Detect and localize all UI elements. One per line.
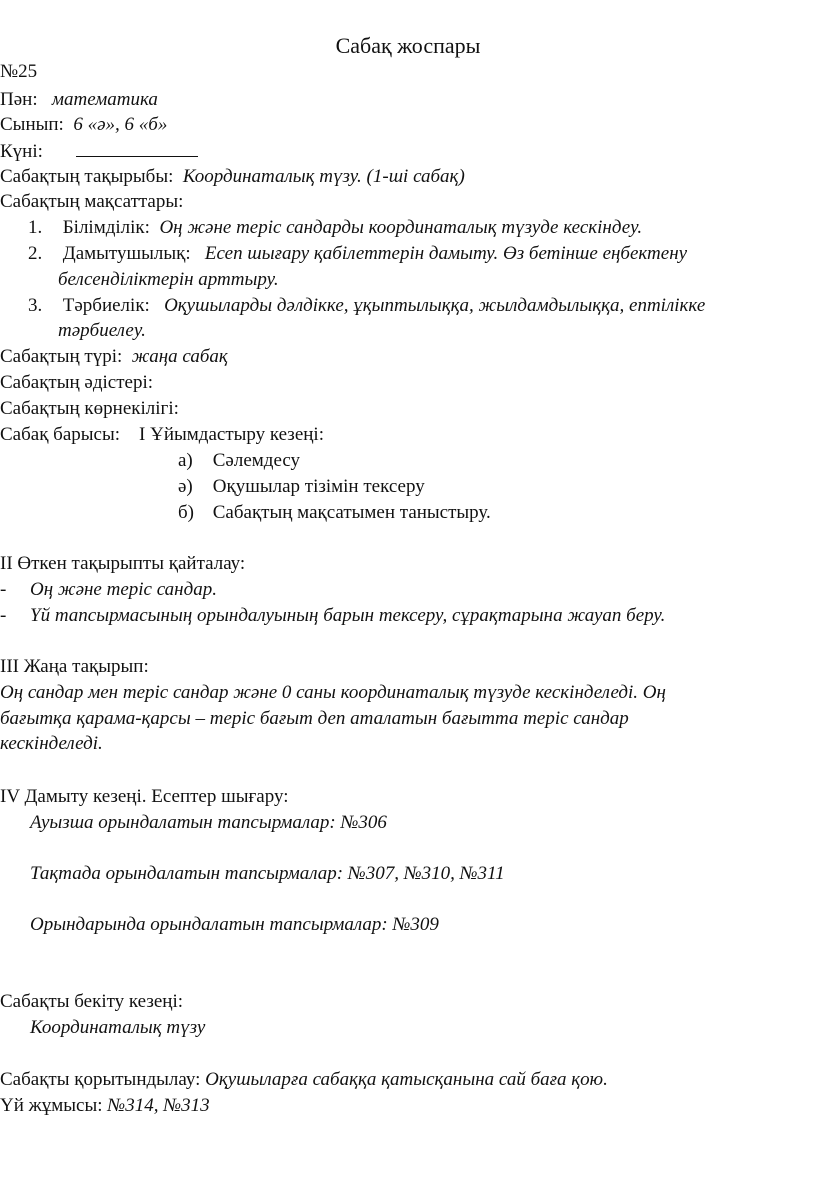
methods-row: Сабақтың әдістері: xyxy=(0,372,154,393)
consolidation-text: Координаталық түзу xyxy=(30,1017,206,1038)
topic-value: Координаталық түзу. (1-ші сабақ) xyxy=(182,166,465,187)
goal-label: Тәрбиелік: xyxy=(62,295,150,316)
dash-bullet: - xyxy=(0,579,7,600)
goal-item-2 xyxy=(28,242,687,266)
goal-text: Оң және теріс сандарды координаталық түзуде кескіндеу. xyxy=(159,217,643,238)
day-label: Күні: xyxy=(0,141,43,162)
homework-row xyxy=(0,1094,210,1118)
day-blank-line xyxy=(76,139,198,157)
development-board: Тақтада орындалатын тапсырмалар: №307, №310, №311 xyxy=(30,863,505,884)
goal-number: 3. xyxy=(28,295,43,316)
goals-heading: Сабақтың мақсаттары: xyxy=(0,191,184,212)
page-title: Сабақ жоспары xyxy=(335,33,481,58)
lesson-type-label: Сабақтың түрі: xyxy=(0,346,123,367)
topic-label: Сабақтың тақырыбы: xyxy=(0,166,174,187)
development-heading: IV Дамыту кезеңі. Есептер шығару: xyxy=(0,786,289,807)
development-oral: Ауызша орындалатын тапсырмалар: №306 xyxy=(30,812,387,833)
process-row xyxy=(0,423,324,447)
goal-label: Дамытушылық: xyxy=(62,243,191,264)
homework-value: №314, №313 xyxy=(107,1095,210,1116)
goal-text-continued: белсенділіктерін арттыру. xyxy=(58,269,279,290)
consolidation-heading: Сабақты бекіту кезеңі: xyxy=(0,991,184,1012)
subject-value: математика xyxy=(51,89,158,110)
goal-text: Оқушыларды дәлдікке, ұқыптылыққа, жылдамдылыққа, ептілікке xyxy=(164,295,706,316)
substep-mark: б) xyxy=(178,502,194,523)
day-row xyxy=(0,139,198,164)
process-label: Сабақ барысы: xyxy=(0,424,121,445)
substep-mark: ә) xyxy=(178,476,193,497)
substep-b xyxy=(178,501,491,525)
review-item xyxy=(0,578,217,602)
review-item-text: Оң және теріс сандар. xyxy=(30,579,217,600)
summary-label: Сабақты қорытындылау: xyxy=(0,1069,201,1090)
substep-text: Сабақтың мақсатымен таныстыру. xyxy=(212,502,491,523)
summary-value: Оқушыларға сабаққа қатысқанына сай баға қою. xyxy=(205,1069,608,1090)
topic-row xyxy=(0,165,465,189)
new-topic-line-1: Оң сандар мен теріс сандар және 0 саны координаталық түзуде кескінделеді. Оң xyxy=(0,682,666,703)
subject-row xyxy=(0,88,158,112)
substep-text: Оқушылар тізімін тексеру xyxy=(212,476,425,497)
new-topic-line-3: кескінделеді. xyxy=(0,733,103,754)
goal-number: 1. xyxy=(28,217,43,238)
goal-text: Есеп шығару қабілеттерін дамыту. Өз бетінше еңбектену xyxy=(204,243,688,264)
summary-row xyxy=(0,1068,608,1092)
subject-label: Пән: xyxy=(0,89,38,110)
review-item-text: Үй тапсырмасының орындалуының барын тексеру, сұрақтарына жауап беру. xyxy=(30,605,666,626)
process-stage-1: I Ұйымдастыру кезеңі: xyxy=(139,424,324,445)
goal-item-1 xyxy=(28,216,642,240)
visuals-row: Сабақтың көрнекілігі: xyxy=(0,398,179,419)
substep-ae xyxy=(178,475,425,499)
grade-row xyxy=(0,113,167,137)
lesson-type-row xyxy=(0,345,228,369)
substep-mark: а) xyxy=(178,450,193,471)
grade-label: Сынып: xyxy=(0,114,64,135)
goal-text-continued: тәрбиелеу. xyxy=(58,320,146,341)
homework-label: Үй жұмысы: xyxy=(0,1095,103,1116)
grade-value: 6 «ә», 6 «б» xyxy=(73,114,168,135)
new-topic-line-2: бағытқа қарама-қарсы – теріс бағыт деп аталатын бағытта теріс сандар xyxy=(0,708,629,729)
dash-bullet: - xyxy=(0,605,7,626)
goal-number: 2. xyxy=(28,243,43,264)
goal-label: Білімділік: xyxy=(62,217,150,238)
goal-item-3 xyxy=(28,294,705,318)
development-seats: Орындарында орындалатын тапсырмалар: №309 xyxy=(30,914,439,935)
review-item xyxy=(0,604,665,628)
lesson-number: №25 xyxy=(0,61,38,82)
lesson-type-value: жаңа сабақ xyxy=(131,346,228,367)
review-heading: II Өткен тақырыпты қайталау: xyxy=(0,553,246,574)
substep-a xyxy=(178,449,300,473)
new-topic-heading: III Жаңа тақырып: xyxy=(0,656,149,677)
substep-text: Сәлемдесу xyxy=(212,450,301,471)
